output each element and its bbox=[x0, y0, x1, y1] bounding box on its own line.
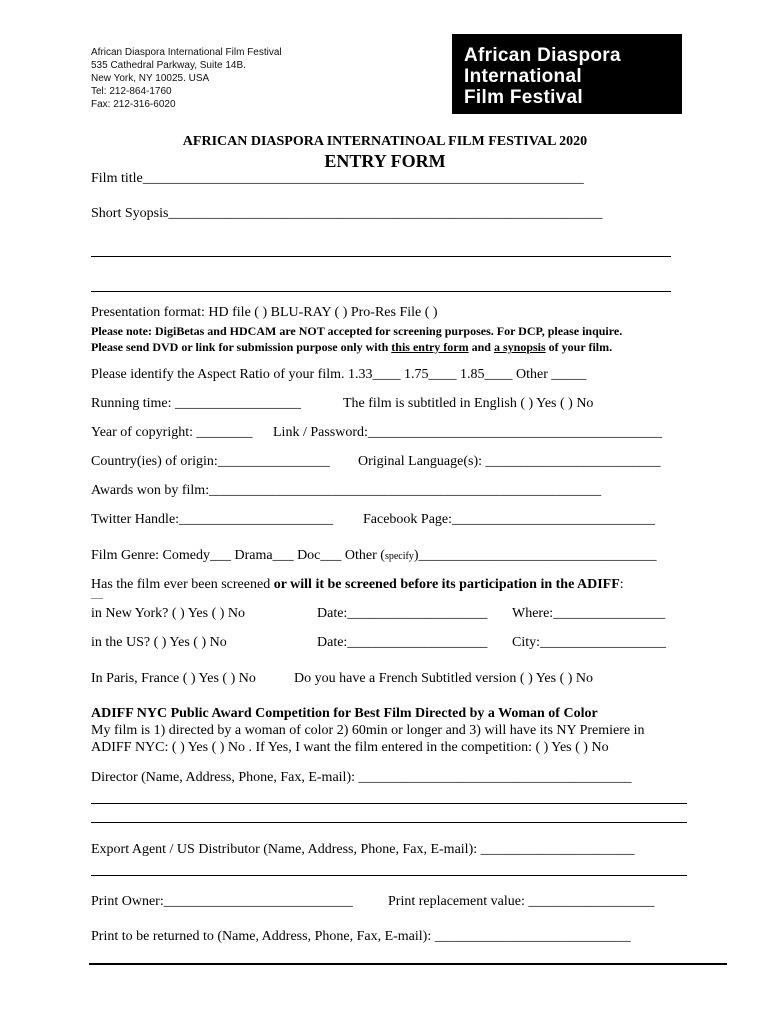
address-line: Tel: 212-864-1760 bbox=[91, 86, 172, 97]
us-screened-field[interactable]: in the US? ( ) Yes ( ) No bbox=[91, 635, 227, 650]
award-heading: ADIFF NYC Public Award Competition for Best Film Directed by a Woman of Color bbox=[91, 706, 598, 721]
export-agent-field[interactable]: Export Agent / US Distributor (Name, Address, Phone, Fax, E-mail): ______________________ bbox=[91, 842, 635, 857]
address-line: African Diaspora International Film Festival bbox=[91, 47, 282, 58]
link-password-field[interactable]: Link / Password:__________________________________________ bbox=[273, 425, 662, 440]
aspect-ratio-field[interactable]: Please identify the Aspect Ratio of your film. 1.33____ 1.75____ 1.85____ Other _____ bbox=[91, 367, 587, 382]
synopsis-line[interactable] bbox=[91, 291, 671, 292]
ny-where-field[interactable]: Where:________________ bbox=[512, 606, 666, 621]
director-line[interactable] bbox=[91, 822, 687, 823]
us-date-field[interactable]: Date:____________________ bbox=[317, 635, 488, 650]
address-line: 535 Cathedral Parkway, Suite 14B. bbox=[91, 60, 246, 71]
twitter-field[interactable]: Twitter Handle:______________________ bbox=[91, 512, 334, 527]
paris-screened-field[interactable]: In Paris, France ( ) Yes ( ) No bbox=[91, 671, 256, 686]
submission-note: Please send DVD or link for submission purpose only with this entry form and a synopsis of your film. bbox=[91, 340, 613, 354]
award-criteria: My film is 1) directed by a woman of color 2) 60min or longer and 3) will have its NY Premiere in bbox=[91, 723, 645, 738]
ny-date-field[interactable]: Date:____________________ bbox=[317, 606, 488, 621]
logo-line: African Diaspora bbox=[464, 45, 621, 66]
form-subtitle: ENTRY FORM bbox=[324, 151, 446, 171]
french-subtitle-field[interactable]: Do you have a French Subtitled version ( ) Yes ( ) No bbox=[294, 671, 594, 686]
synopsis-field[interactable]: Short Syopsis______________________________________________________________ bbox=[91, 206, 603, 221]
bottom-rule bbox=[89, 963, 727, 965]
screened-blank[interactable]: ___ bbox=[91, 591, 103, 600]
synopsis-line[interactable] bbox=[91, 256, 671, 257]
awards-field[interactable]: Awards won by film:________________________________________________________ bbox=[91, 483, 602, 498]
director-field[interactable]: Director (Name, Address, Phone, Fax, E-mail): _______________________________________ bbox=[91, 770, 632, 785]
logo-line: Film Festival bbox=[464, 87, 583, 108]
print-value-field[interactable]: Print replacement value: __________________ bbox=[388, 894, 655, 909]
country-origin-field[interactable]: Country(ies) of origin:________________ bbox=[91, 454, 330, 469]
facebook-field[interactable]: Facebook Page:_____________________________ bbox=[363, 512, 656, 527]
festival-address bbox=[91, 46, 282, 111]
print-owner-field[interactable]: Print Owner:___________________________ bbox=[91, 894, 353, 909]
format-note: Please note: DigiBetas and HDCAM are NOT accepted for screening purposes. For DCP, please inquire. bbox=[91, 324, 623, 338]
running-time-field[interactable]: Running time: __________________ bbox=[91, 396, 301, 411]
logo-line: International bbox=[464, 66, 582, 87]
original-language-field[interactable]: Original Language(s): _________________________ bbox=[358, 454, 661, 469]
copyright-year-field[interactable]: Year of copyright: ________ bbox=[91, 425, 253, 440]
film-title-field[interactable]: Film title_______________________________________________________________ bbox=[91, 171, 584, 186]
address-line: Fax: 212-316-6020 bbox=[91, 99, 176, 110]
address-line: New York, NY 10025. USA bbox=[91, 73, 210, 84]
export-agent-line[interactable] bbox=[91, 875, 687, 876]
screened-question: Has the film ever been screened or will it be screened before its participation in the ADIFF: bbox=[91, 577, 624, 592]
subtitled-field[interactable]: The film is subtitled in English ( ) Yes ( ) No bbox=[343, 396, 594, 411]
genre-field[interactable]: Film Genre: Comedy___ Drama___ Doc___ Other (specify)__________________________________ bbox=[91, 548, 657, 563]
award-entry-field[interactable]: ADIFF NYC: ( ) Yes ( ) No . If Yes, I want the film entered in the competition: ( ) Yes ( ) No bbox=[91, 740, 609, 755]
form-title: AFRICAN DIASPORA INTERNATINOAL FILM FESTIVAL 2020 bbox=[182, 134, 588, 149]
us-city-field[interactable]: City:__________________ bbox=[512, 635, 667, 650]
print-return-field[interactable]: Print to be returned to (Name, Address, Phone, Fax, E-mail): ____________________________ bbox=[91, 929, 631, 944]
festival-logo bbox=[452, 34, 682, 114]
ny-screened-field[interactable]: in New York? ( ) Yes ( ) No bbox=[91, 606, 245, 621]
presentation-format-field[interactable]: Presentation format: HD file ( ) BLU-RAY ( ) Pro-Res File ( ) bbox=[91, 305, 438, 320]
director-line[interactable] bbox=[91, 803, 687, 804]
